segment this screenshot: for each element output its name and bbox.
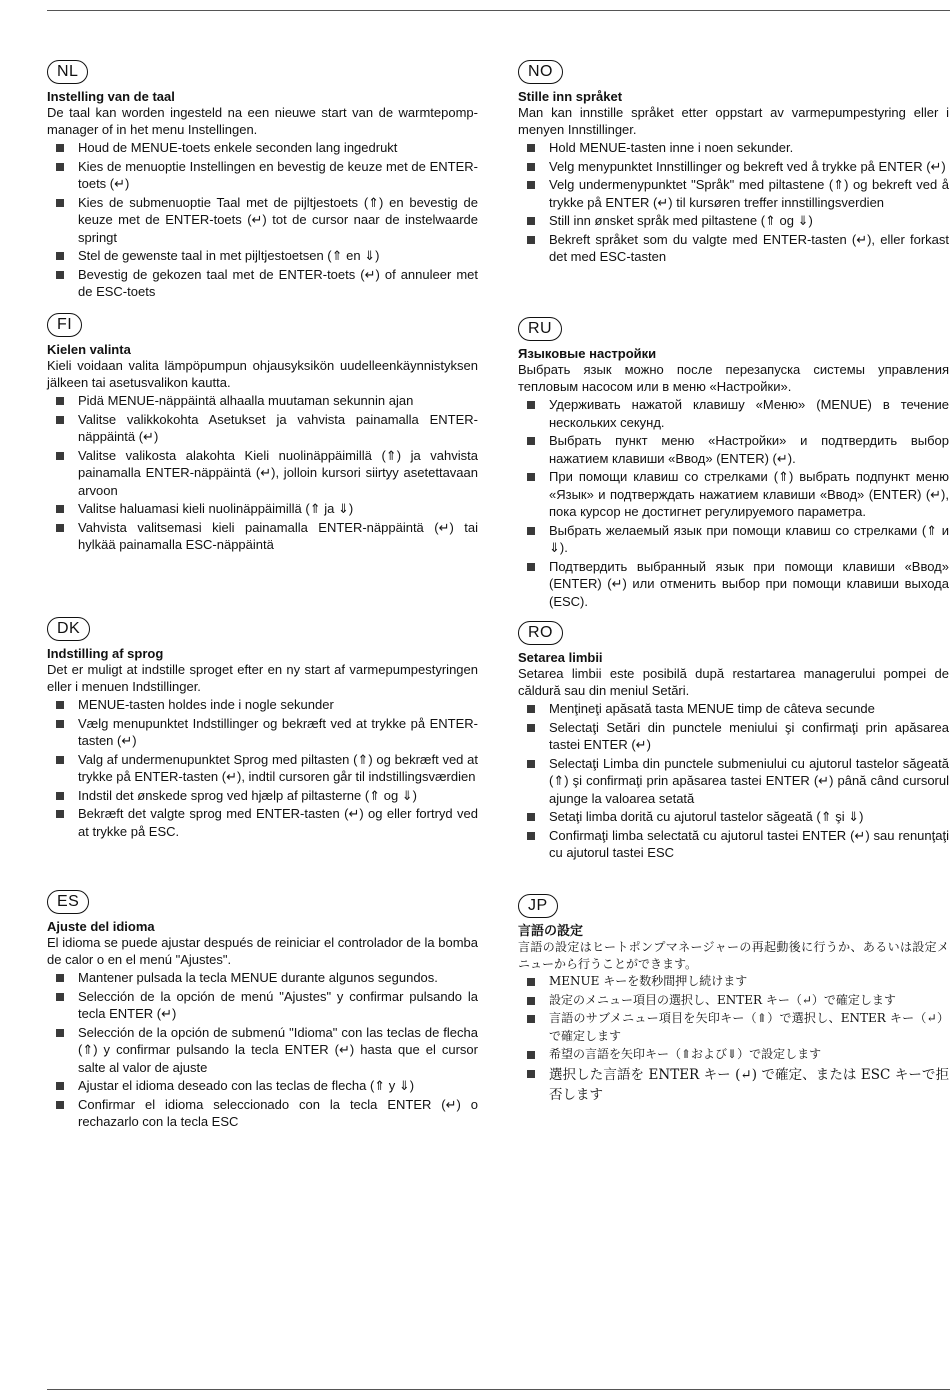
- list-item: [47, 500, 478, 518]
- list-item: [518, 432, 949, 467]
- step-text: MENUE-tasten holdes inde i nogle sekunder: [78, 697, 334, 712]
- section-intro: Выбрать язык можно после перезапуска системы управления тепловым насосом или в меню «Настройки».: [518, 362, 949, 394]
- section-intro: Kieli voidaan valita lämpöpumpun ohjausyksikön uudelleenkäynnistyksen jälkeen tai asetusvalikon kautta.: [47, 358, 478, 390]
- square-bullet-icon: [527, 236, 535, 244]
- square-bullet-icon: [527, 401, 535, 409]
- section-intro: De taal kan worden ingesteld na een nieuwe start van de warmtepomp-manager of in het menu Instellingen.: [47, 105, 478, 137]
- square-bullet-icon: [527, 217, 535, 225]
- square-bullet-icon: [56, 974, 64, 982]
- square-bullet-icon: [527, 563, 535, 571]
- square-bullet-icon: [56, 1029, 64, 1037]
- list-item: [47, 158, 478, 193]
- step-text: Bevestig de gekozen taal met de ENTER-toets (↵) of annuleer met de ESC-toets: [78, 266, 478, 299]
- step-text: Kies de menuoptie Instellingen en bevestig de keuze met de ENTER-toets (↵): [78, 158, 478, 191]
- square-bullet-icon: [56, 397, 64, 405]
- lang-badge: ES: [47, 890, 89, 914]
- lang-badge: FI: [47, 313, 82, 337]
- step-text: Valg af undermenupunktet Sprog med piltasten (⇑) og bekræft ved at trykke på ENTER-tasten (↵), indtil cursoren går til indstillingsværdien: [78, 751, 478, 784]
- step-text: Confirmaţi limba selectată cu ajutorul tastei ENTER (↵) sau renunţaţi cu ajutorul tastei ESC: [549, 827, 949, 860]
- square-bullet-icon: [527, 760, 535, 768]
- section-ru: [518, 317, 949, 611]
- step-text: Stel de gewenste taal in met pijltjestoetsen (⇑ en ⇓): [78, 248, 380, 263]
- step-list: [518, 973, 949, 1105]
- square-bullet-icon: [56, 756, 64, 764]
- list-item: [47, 1077, 478, 1095]
- step-list: [47, 392, 478, 554]
- list-item: [47, 139, 478, 157]
- section-title: Языковые настройки: [518, 346, 657, 361]
- square-bullet-icon: [527, 437, 535, 445]
- list-item: [47, 1096, 478, 1131]
- square-bullet-icon: [527, 997, 535, 1005]
- section-title: Instelling van de taal: [47, 89, 175, 104]
- step-text: Valitse valikkokohta Asetukset ja vahvista painamalla ENTER-näppäintä (↵): [78, 411, 478, 444]
- list-item: [518, 1010, 949, 1045]
- square-bullet-icon: [527, 978, 535, 986]
- list-item: [518, 992, 949, 1010]
- step-text: Bekræft det valgte sprog med ENTER-tasten (↵) og eller fortryd ved at trykke på ESC.: [78, 806, 478, 839]
- step-text: Kies de submenuoptie Taal met de pijltjestoets (⇑) en bevestig de keuze met de ENTER-toets (↵) tot de cursor naar de instelwaarde springt: [78, 194, 478, 245]
- section-title: Ajuste del idioma: [47, 919, 155, 934]
- square-bullet-icon: [56, 993, 64, 1001]
- step-list: [518, 700, 949, 862]
- top-rule: [47, 10, 950, 11]
- list-item: [518, 808, 949, 826]
- step-text: Bekreft språket som du valgte med ENTER-tasten (↵), eller forkast det med ESC-tasten: [549, 231, 949, 264]
- section-title: Stille inn språket: [518, 89, 623, 104]
- section-title: Setarea limbii: [518, 650, 603, 665]
- step-list: [47, 969, 478, 1131]
- step-text: Valitse haluamasi kieli nuolinäppäimillä (⇑ ja ⇓): [78, 501, 354, 516]
- step-text: Vælg menupunktet Indstillinger og bekræft ved at trykke på ENTER-tasten (↵): [78, 715, 478, 748]
- list-item: [518, 1065, 949, 1105]
- step-text: Выбрать пункт меню «Настройки» и подтвердить выбор нажатием клавиши «Ввод» (ENTER) (↵).: [549, 433, 949, 466]
- list-item: [47, 411, 478, 446]
- lang-badge: RU: [518, 317, 562, 341]
- section-intro: 言語の設定はヒートポンプマネージャーの再起動後に行うか、あるいは設定メニューから行うことができます。: [518, 940, 949, 971]
- square-bullet-icon: [56, 701, 64, 709]
- step-text: Selección de la opción de menú "Ajustes" y confirmar pulsando la tecla ENTER (↵): [78, 988, 478, 1021]
- lang-badge: RO: [518, 621, 563, 645]
- list-item: [518, 396, 949, 431]
- list-item: [47, 392, 478, 410]
- step-text: Selectaţi Setări din punctele meniului şi confirmaţi prin apăsarea tastei ENTER (↵): [549, 719, 949, 752]
- square-bullet-icon: [527, 1015, 535, 1023]
- square-bullet-icon: [56, 199, 64, 207]
- step-list: [518, 396, 949, 610]
- list-item: [518, 522, 949, 557]
- step-text: Selectaţi Limba din punctele submeniului cu ajutorul tastelor săgeată (⇑) şi confirmaţi prin apăsarea tastei ENTER (↵) până când cursorul ajunge la valoarea setată: [549, 755, 949, 806]
- step-text: 言語のサブメニュー項目を矢印キー（⇑）で選択し、ENTER キー（↵）で確定します: [549, 1011, 949, 1043]
- list-item: [518, 176, 949, 211]
- square-bullet-icon: [527, 1070, 535, 1078]
- section-intro: Man kan innstille språket etter oppstart av varmepumpestyring eller i menyen Innstillinger.: [518, 105, 949, 137]
- list-item: [47, 266, 478, 301]
- lang-badge: JP: [518, 894, 558, 918]
- step-list: [47, 696, 478, 840]
- step-text: Mantener pulsada la tecla MENUE durante algunos segundos.: [78, 970, 438, 985]
- step-text: Удерживать нажатой клавишу «Меню» (MENUE) в течение нескольких секунд.: [549, 397, 949, 430]
- list-item: [518, 558, 949, 611]
- list-item: [518, 212, 949, 230]
- square-bullet-icon: [527, 832, 535, 840]
- step-text: Velg menypunktet Innstillinger og bekreft ved å trykke på ENTER (↵): [549, 158, 946, 174]
- square-bullet-icon: [56, 720, 64, 728]
- step-text: Confirmar el idioma seleccionado con la tecla ENTER (↵) o rechazarlo con la tecla ESC: [78, 1096, 478, 1129]
- section-title: Kielen valinta: [47, 342, 131, 357]
- step-text: Ajustar el idioma deseado con las teclas de flecha (⇑ y ⇓): [78, 1078, 415, 1093]
- square-bullet-icon: [527, 527, 535, 535]
- square-bullet-icon: [527, 181, 535, 189]
- section-title: Indstilling af sprog: [47, 646, 164, 661]
- step-text: Hold MENUE-tasten inne i noen sekunder.: [549, 140, 794, 155]
- section-intro: El idioma se puede ajustar después de reiniciar el controlador de la bomba de calor o en el menú "Ajustes".: [47, 935, 478, 967]
- square-bullet-icon: [527, 163, 535, 171]
- lang-badge: NL: [47, 60, 88, 84]
- step-list: [518, 139, 949, 266]
- lang-badge: DK: [47, 617, 90, 641]
- list-item: [518, 231, 949, 266]
- bottom-rule: [47, 1389, 950, 1390]
- step-text: 設定のメニュー項目の選択し、ENTER キー（↵）で確定します: [549, 992, 896, 1007]
- section-es: [47, 890, 478, 1132]
- step-text: При помощи клавиш со стрелками (⇑) выбрать подпункт меню «Язык» и подтверждать нажатием клавиши «Ввод» (ENTER) (↵), пока курсор не достигнет регулируемого параметра.: [549, 469, 949, 519]
- list-item: [47, 1024, 478, 1077]
- square-bullet-icon: [56, 163, 64, 171]
- square-bullet-icon: [527, 473, 535, 481]
- square-bullet-icon: [56, 810, 64, 818]
- list-item: [518, 827, 949, 862]
- step-text: Houd de MENUE-toets enkele seconden lang ingedrukt: [78, 140, 398, 155]
- square-bullet-icon: [56, 252, 64, 260]
- lang-badge: NO: [518, 60, 563, 84]
- square-bullet-icon: [56, 416, 64, 424]
- step-text: Setaţi limba dorită cu ajutorul tastelor săgeată (⇑ şi ⇓): [549, 809, 864, 824]
- list-item: [518, 468, 949, 521]
- square-bullet-icon: [527, 144, 535, 152]
- square-bullet-icon: [527, 1051, 535, 1059]
- list-item: [518, 719, 949, 754]
- list-item: [518, 1046, 949, 1064]
- list-item: [518, 139, 949, 157]
- step-text: Подтвердить выбранный язык при помощи клавиши «Ввод» (ENTER) (↵) или отменить выбор при помощи клавиши выхода (ESC).: [549, 558, 949, 609]
- list-item: [47, 715, 478, 750]
- section-intro: Det er muligt at indstille sproget efter en ny start af varmepumpestyringen eller i menuen Indstillinger.: [47, 662, 478, 694]
- list-item: [47, 194, 478, 247]
- list-item: [518, 973, 949, 991]
- square-bullet-icon: [56, 1082, 64, 1090]
- step-list: [47, 139, 478, 301]
- section-dk: [47, 617, 478, 841]
- square-bullet-icon: [56, 792, 64, 800]
- square-bullet-icon: [56, 505, 64, 513]
- section-no: [518, 60, 949, 267]
- square-bullet-icon: [56, 524, 64, 532]
- step-text: Pidä MENUE-näppäintä alhaalla muutaman sekunnin ajan: [78, 393, 414, 408]
- square-bullet-icon: [56, 144, 64, 152]
- list-item: [47, 247, 478, 265]
- step-text: Velg undermenypunktet "Språk" med piltastene (⇑) og bekreft ved å trykke på ENTER (↵) til kursøren treffer innstillingsverdien: [549, 177, 949, 210]
- list-item: [47, 696, 478, 714]
- list-item: [518, 158, 949, 176]
- section-ro: [518, 621, 949, 863]
- square-bullet-icon: [527, 724, 535, 732]
- step-text: Menţineţi apăsată tasta MENUE timp de câteva secunde: [549, 701, 875, 716]
- section-title: 言語の設定: [518, 923, 584, 938]
- step-text: Valitse valikosta alakohta Kieli nuolinäppäimillä (⇑) ja vahvista painamalla ENTER-näppäintä (↵), jolloin kursori siirtyy asetettavaan arvoon: [78, 447, 478, 498]
- section-fi: [47, 313, 478, 555]
- list-item: [47, 988, 478, 1023]
- square-bullet-icon: [527, 813, 535, 821]
- step-text: Still inn ønsket språk med piltastene (⇑ og ⇓): [549, 213, 813, 228]
- square-bullet-icon: [527, 705, 535, 713]
- step-text: 選択した言語を ENTER キー (↵) で確定、または ESC キーで拒否します: [549, 1066, 949, 1103]
- list-item: [47, 787, 478, 805]
- step-text: 希望の言語を矢印キー（⇑および⇓）で設定します: [549, 1047, 822, 1061]
- list-item: [47, 751, 478, 786]
- list-item: [47, 969, 478, 987]
- square-bullet-icon: [56, 452, 64, 460]
- section-nl: [47, 60, 478, 302]
- list-item: [47, 805, 478, 840]
- step-text: Выбрать желаемый язык при помощи клавиш со стрелками (⇑ и ⇓).: [549, 522, 949, 555]
- list-item: [518, 755, 949, 808]
- section-intro: Setarea limbii este posibilă după restartarea managerului pompei de căldură sau din meniul Setări.: [518, 666, 949, 698]
- step-text: Selección de la opción de submenú "Idioma" con las teclas de flecha (⇑) y confirmar pulsando la tecla ENTER (↵) hasta que el cursor salte al valor de ajuste: [78, 1024, 478, 1075]
- list-item: [518, 700, 949, 718]
- step-text: Vahvista valitsemasi kieli painamalla ENTER-näppäintä (↵) tai hylkää painamalla ESC-näppäintä: [78, 519, 478, 552]
- list-item: [47, 519, 478, 554]
- square-bullet-icon: [56, 1101, 64, 1109]
- section-jp: [518, 894, 949, 1106]
- list-item: [47, 447, 478, 500]
- square-bullet-icon: [56, 271, 64, 279]
- step-text: Indstil det ønskede sprog ved hjælp af piltasterne (⇑ og ⇓): [78, 787, 418, 803]
- step-text: MENUE キーを数秒間押し続けます: [549, 974, 748, 988]
